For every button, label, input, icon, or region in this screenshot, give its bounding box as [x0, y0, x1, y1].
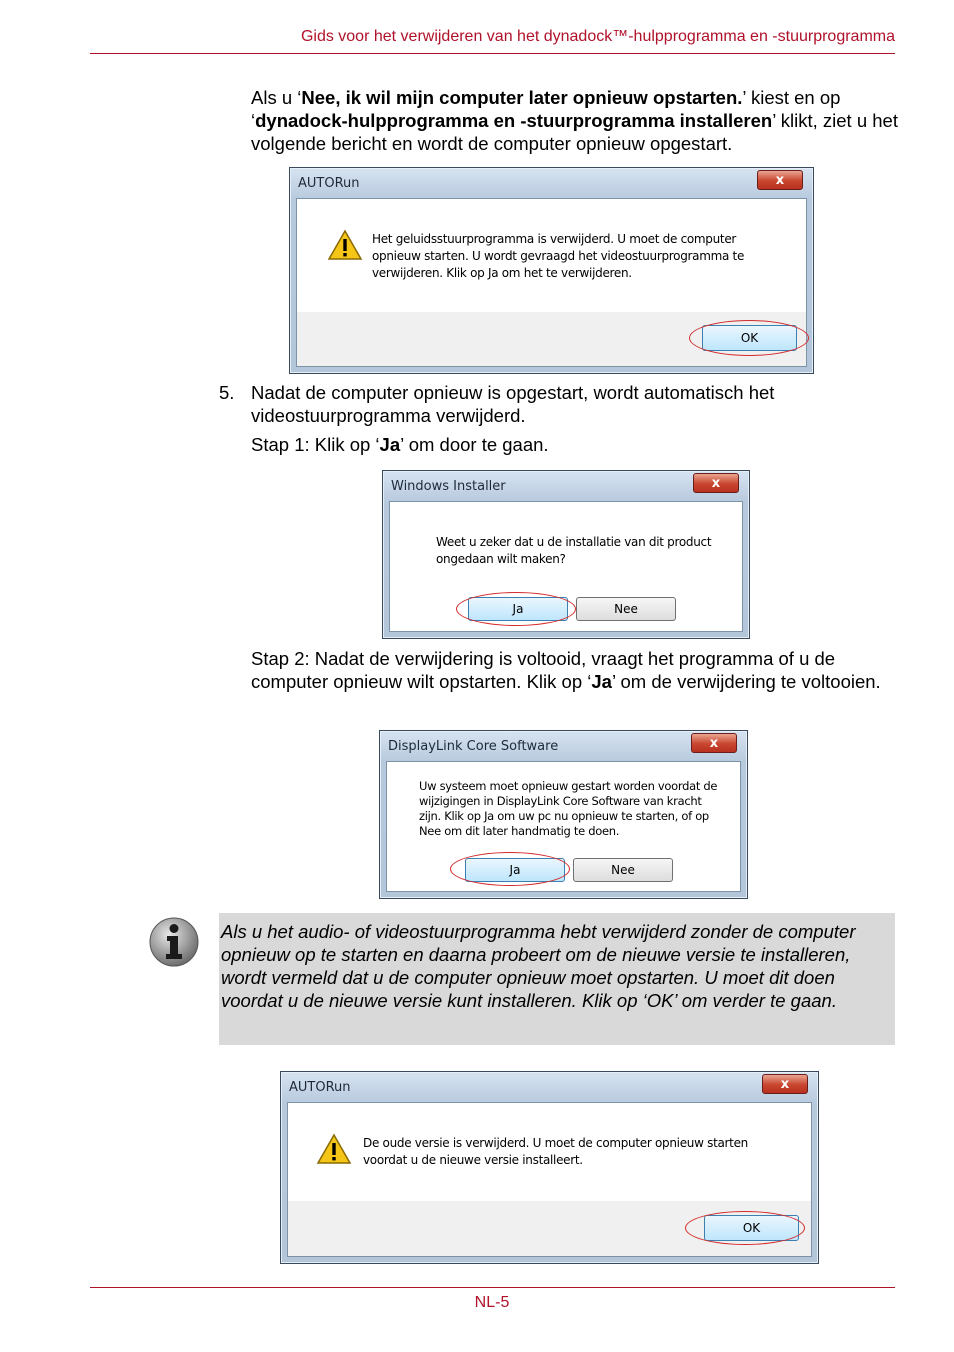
close-button[interactable]: x — [757, 170, 803, 190]
dialog-client-area — [296, 198, 807, 367]
dialog-message: Weet u zeker dat u de installatie van dit product ongedaan wilt maken? — [436, 535, 712, 566]
dialog-client-area — [386, 761, 741, 892]
intro-bold-1: Nee, ik wil mijn computer later opnieuw opstarten. — [301, 87, 743, 108]
dialog-title: Windows Installer — [391, 479, 506, 494]
windows-installer-dialog — [382, 470, 750, 639]
yes-button[interactable]: Ja — [465, 858, 565, 882]
ok-button[interactable]: OK — [704, 1215, 799, 1241]
note-text: Als u het audio- of videostuurprogramma hebt verwijderd zonder de computer opnieuw op te starten en daarna probeert om de nieuwe versie te installeren, wordt vermeld dat u de computer opnieuw moet opstarten. U moet dit doen voordat u de nieuwe versie kunt installeren. Klik op ‘OK’ om verder te gaan. — [221, 921, 856, 1011]
dialog-title: DisplayLink Core Software — [388, 739, 559, 754]
no-button[interactable]: Nee — [576, 597, 676, 621]
intro-text-2: ’ kiest en op ‘ — [251, 87, 841, 131]
highlight-ring — [456, 592, 576, 626]
dialog-client-area — [389, 501, 743, 632]
highlight-ring — [689, 320, 809, 356]
close-button[interactable]: x — [693, 473, 739, 493]
stap-2-text-1: Stap 2: Nadat de verwijdering is voltooid, vraagt het programma of u de computer opnieuw wilt opstarten. Klik op ‘ — [251, 648, 836, 692]
note-box — [219, 913, 895, 1045]
stap-2-bold: Ja — [591, 671, 612, 692]
page-number: NL-5 — [474, 1294, 510, 1311]
close-button[interactable]: x — [691, 733, 737, 753]
intro-text-1: Als u ‘ — [251, 87, 302, 108]
intro-text-3: ’ klikt, ziet u het volgende bericht en wordt de computer opnieuw opgestart. — [251, 110, 898, 154]
yes-button[interactable]: Ja — [468, 597, 568, 621]
stap-2-text — [251, 647, 896, 693]
dialog-title: AUTORun — [298, 176, 360, 191]
autorun-dialog-1 — [289, 167, 814, 374]
footer-rule — [90, 1287, 895, 1288]
page-header-title: Gids voor het verwijderen van het dynadock™-hulpprogramma en -stuurprogramma — [300, 28, 895, 45]
ok-button[interactable]: OK — [702, 325, 797, 351]
warning-icon — [316, 1133, 352, 1165]
no-button[interactable]: Nee — [573, 858, 673, 882]
stap-1-text-2: ’ om door te gaan. — [400, 434, 549, 455]
step-number: 5. — [219, 382, 235, 403]
stap-2-text-2: ’ om de verwijdering te voltooien. — [611, 671, 881, 692]
displaylink-dialog — [379, 730, 748, 899]
dialog-title: AUTORun — [289, 1080, 351, 1095]
highlight-ring — [450, 852, 570, 886]
stap-1-text — [251, 433, 891, 456]
highlight-ring — [685, 1211, 805, 1245]
dialog-message: Het geluidsstuurprogramma is verwijderd. U moet de computer opnieuw starten. U wordt gevraagd het videostuurprogramma te verwijderen. Klik op Ja om het te verwijderen. — [372, 232, 745, 280]
warning-icon — [327, 229, 363, 261]
dialog-message: Uw systeem moet opnieuw gestart worden voordat de wijzigingen in DisplayLink Core Software van kracht zijn. Klik op Ja om uw pc nu opnieuw te starten, of op Nee om dit later handmatig te doen. — [419, 779, 718, 838]
dialog-message: De oude versie is verwijderd. U moet de computer opnieuw starten voordat u de nieuwe versie installeert. — [363, 1136, 748, 1167]
header-rule — [90, 53, 895, 54]
info-icon — [148, 916, 200, 968]
intro-paragraph — [251, 86, 901, 155]
step-5-text: Nadat de computer opnieuw is opgestart, wordt automatisch het videostuurprogramma verwijderd. — [251, 382, 775, 426]
autorun-dialog-2 — [280, 1071, 819, 1264]
stap-1-bold: Ja — [379, 434, 401, 455]
close-button[interactable]: x — [762, 1074, 808, 1094]
dialog-client-area — [287, 1102, 812, 1257]
intro-bold-2: dynadock-hulpprogramma en -stuurprogramma installeren — [255, 110, 773, 131]
stap-1-text-1: Stap 1: Klik op ‘ — [251, 434, 380, 455]
